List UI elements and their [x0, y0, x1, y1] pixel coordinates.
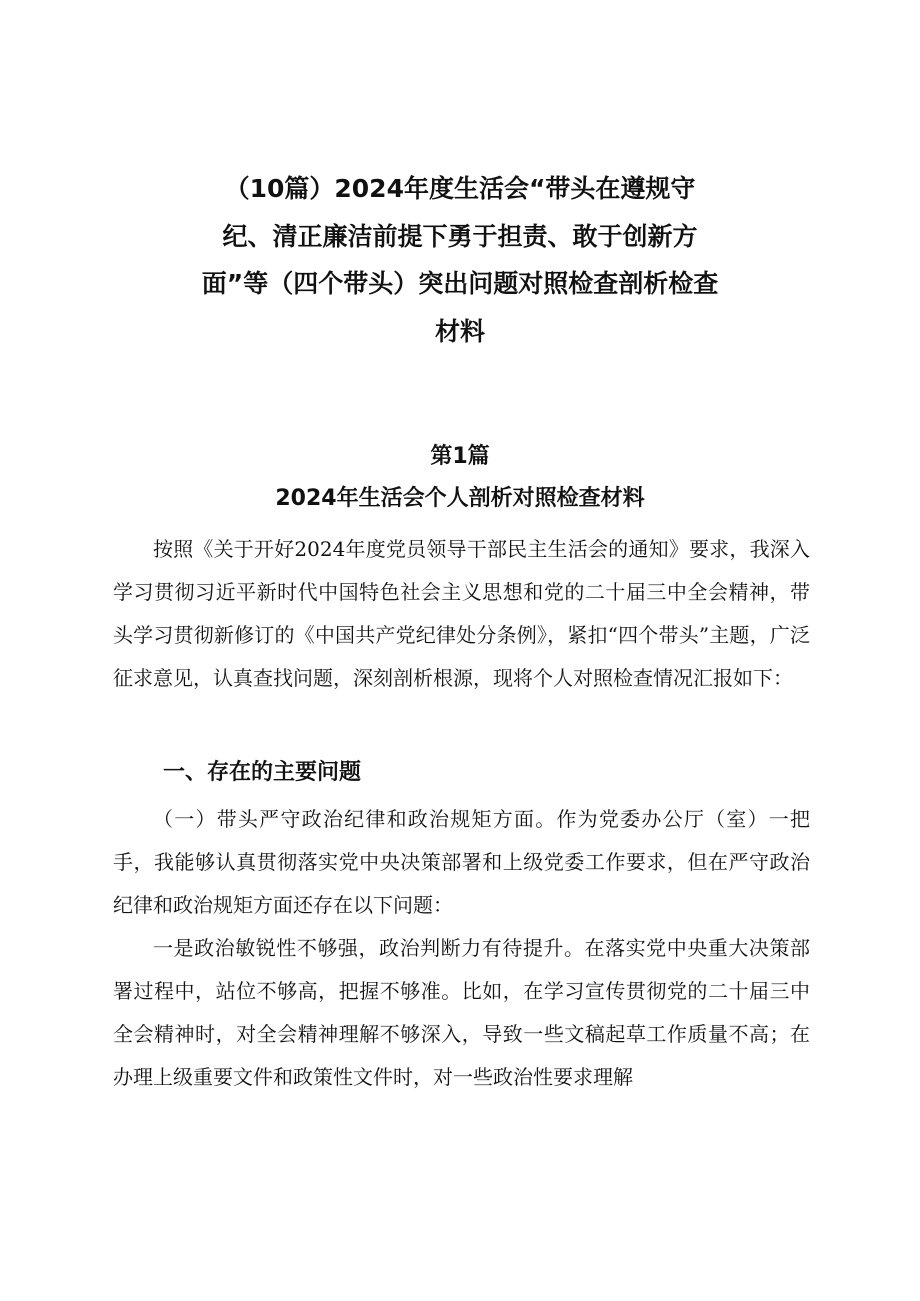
paragraph-subsection-1: （一）带头严守政治纪律和政治规矩方面。作为党委办公厅（室）一把手，我能够认真贯彻落实党中央决策部署和上级党委工作要求，但在严守政治纪律和政治规矩方面还存在以下问题：: [113, 807, 810, 917]
paragraph-intro: 按照《关于开好2024年度党员领导干部民主生活会的通知》要求，我深入学习贯彻习近平新时代中国特色社会主义思想和党的二十届三中全会精神，带头学习贯彻新修订的《中国共产党纪律处分条例》，紧扣“四个带头”主题，广泛征求意见，认真查找问题，深刻剖析根源，现将个人对照检查情况汇报如下：: [113, 537, 810, 690]
paragraph-point-1: 一是政治敏锐性不够强，政治判断力有待提升。在落实党中央重大决策部署过程中，站位不够高，把握不够准。比如，在学习宣传贯彻党的二十届三中全会精神时，对全会精神理解不够深入，导致一些文稿起草工作质量不高；在办理上级重要文件和政策性文件时，对一些政治性要求理解: [113, 936, 810, 1089]
section-heading-main-problems: 一、存在的主要问题: [163, 760, 362, 785]
chapter-title: 2024年生活会个人剖析对照检查材料: [275, 486, 645, 511]
document-title: （10篇）2024年度生活会“带头在遵规守纪、清正廉洁前提下勇于担责、敢于创新方面”等（四个带头）突出问题对照检查剖析检查材料: [201, 174, 719, 346]
chapter-label: 第1篇: [430, 444, 490, 469]
